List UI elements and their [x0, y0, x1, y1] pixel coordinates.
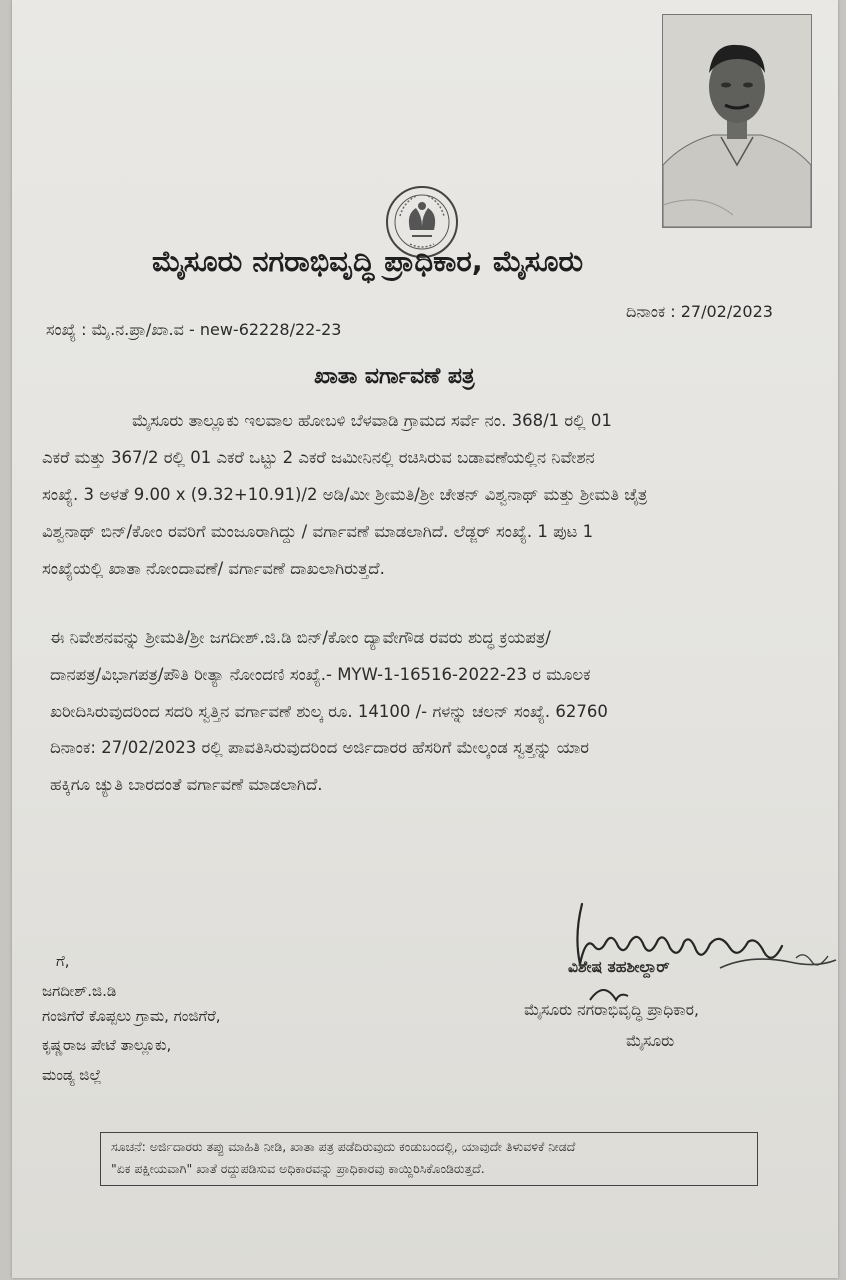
recipient-line: ಕೃಷ್ಣರಾಜ ಪೇಟೆ ತಾಲ್ಲೂಕು,	[42, 1036, 172, 1054]
paragraph-line: ಸಂಖ್ಯೆಯಲ್ಲಿ ಖಾತಾ ನೋಂದಾವಣೆ/ ವರ್ಗಾವಣೆ ದಾಖಲಾಗಿರುತ್ತದೆ.	[42, 559, 385, 578]
paragraph-line: ವಿಶ್ವನಾಥ್ ಬಿನ್/ಕೋಂ ರವರಿಗೆ ಮಂಜೂರಾಗಿದ್ದು / ವರ್ಗಾವಣೆ ಮಾಡಲಾಗಿದೆ. ಲೆಡ್ಜರ್ ಸಂಖ್ಯೆ. 1 ಪುಟ 1	[42, 522, 594, 541]
notice-line: ಸೂಚನೆ: ಅರ್ಜಿದಾರರು ತಪ್ಪು ಮಾಹಿತಿ ನೀಡಿ, ಖಾತಾ ಪತ್ರ ಪಡೆದಿರುವುದು ಕಂಡುಬಂದಲ್ಲಿ, ಯಾವುದೇ ತಿಳುವಳಿಕೆ ನೀಡದೆ	[111, 1139, 576, 1154]
paragraph-line: ಈ ನಿವೇಶನವನ್ನು ಶ್ರೀಮತಿ/ಶ್ರೀ ಜಗದೀಶ್.ಜಿ.ಡಿ ಬಿನ್/ಕೋಂ ದ್ಯಾವೇಗೌಡ ರವರು ಶುದ್ಧ ಕ್ರಯಪತ್ರ/	[50, 628, 551, 647]
applicant-photo	[662, 14, 812, 228]
signatory-line: ಮೈಸೂರು	[626, 1032, 675, 1050]
recipient-line: ಮಂಡ್ಯ ಜಿಲ್ಲೆ	[42, 1066, 102, 1084]
paragraph-line: ಎಕರೆ ಮತ್ತು 367/2 ರಲ್ಲಿ 01 ಎಕರೆ ಒಟ್ಟು 2 ಎಕರೆ ಜಮೀನಿನಲ್ಲಿ ರಚಿಸಿರುವ ಬಡಾವಣೆಯಲ್ಲಿನ ನಿವೇಶನ	[42, 448, 595, 467]
recipient-line: ಜಗದೀಶ್.ಜಿ.ಡಿ	[42, 982, 117, 1000]
notice-line: "ಏಕ ಪಕ್ಷೀಯವಾಗಿ" ಖಾತೆ ರದ್ದುಪಡಿಸುವ ಅಧಿಕಾರವನ್ನು ಪ್ರಾಧಿಕಾರವು ಕಾಯ್ದಿರಿಸಿಕೊಂಡಿರುತ್ತದೆ.	[111, 1161, 485, 1176]
signature-image	[560, 896, 840, 1006]
notice-box	[100, 1132, 758, 1186]
paragraph-line: ಮೈಸೂರು ತಾಲ್ಲೂಕು ಇಲವಾಲ ಹೋಬಳಿ ಬೆಳವಾಡಿ ಗ್ರಾಮದ ಸರ್ವೆ ನಂ. 368/1 ರಲ್ಲಿ 01	[132, 411, 612, 430]
signatory-line: ಮೈಸೂರು ನಗರಾಭಿವೃದ್ಧಿ ಪ್ರಾಧಿಕಾರ,	[524, 1001, 699, 1019]
paragraph-line: ಸಂಖ್ಯೆ. 3 ಅಳತೆ 9.00 x (9.32+10.91)/2 ಅಡಿ/ಮೀ ಶ್ರೀಮತಿ/ಶ್ರೀ ಚೇತನ್ ವಿಶ್ವನಾಥ್ ಮತ್ತು ಶ್ರೀಮತಿ ಚೈತ್ರ	[42, 485, 648, 504]
document-page	[12, 0, 838, 1278]
paragraph-line: ದಾನಪತ್ರ/ವಿಭಾಗಪತ್ರ/ಪೌತಿ ರೀತ್ಯಾ ನೋಂದಣಿ ಸಂಖ್ಯೆ.- MYW-1-16516-2022-23 ರ ಮೂಲಕ	[50, 665, 591, 684]
paragraph-line: ಹಕ್ಕಿಗೂ ಚ್ಯುತಿ ಬಾರದಂತೆ ವರ್ಗಾವಣೆ ಮಾಡಲಾಗಿದೆ.	[50, 775, 323, 794]
to-label: ಗೆ,	[56, 952, 70, 970]
signatory-designation: ವಿಶೇಷ ತಹಶೀಲ್ದಾರ್	[568, 958, 670, 976]
recipient-line: ಗಂಜಿಗೆರೆ ಕೊಪ್ಪಲು ಗ್ರಾಮ, ಗಂಜಿಗೆರೆ,	[42, 1007, 221, 1025]
authority-name: ಮೈಸೂರು ನಗರಾಭಿವೃದ್ಧಿ ಪ್ರಾಧಿಕಾರ, ಮೈಸೂರು	[152, 244, 584, 278]
paragraph-line: ದಿನಾಂಕ: 27/02/2023 ರಲ್ಲಿ ಪಾವತಿಸಿರುವುದರಿಂದ ಅರ್ಜಿದಾರರ ಹೆಸರಿಗೆ ಮೇಲ್ಕಂಡ ಸ್ವತ್ತನ್ನು ಯಾರ	[50, 738, 589, 757]
document-title: ಖಾತಾ ವರ್ಗಾವಣೆ ಪತ್ರ	[314, 364, 475, 389]
paragraph-line: ಖರೀದಿಸಿರುವುದರಿಂದ ಸದರಿ ಸ್ವತ್ತಿನ ವರ್ಗಾವಣೆ ಶುಲ್ಕ ರೂ. 14100 /- ಗಳನ್ನು ಚಲನ್ ಸಂಖ್ಯೆ. 62760	[50, 702, 608, 721]
issue-date: ದಿನಾಂಕ : 27/02/2023	[626, 302, 773, 321]
reference-number: ಸಂಖ್ಯೆ : ಮೈ.ನ.ಪ್ರಾ/ಖಾ.ವ - new-62228/22-23	[46, 320, 342, 339]
